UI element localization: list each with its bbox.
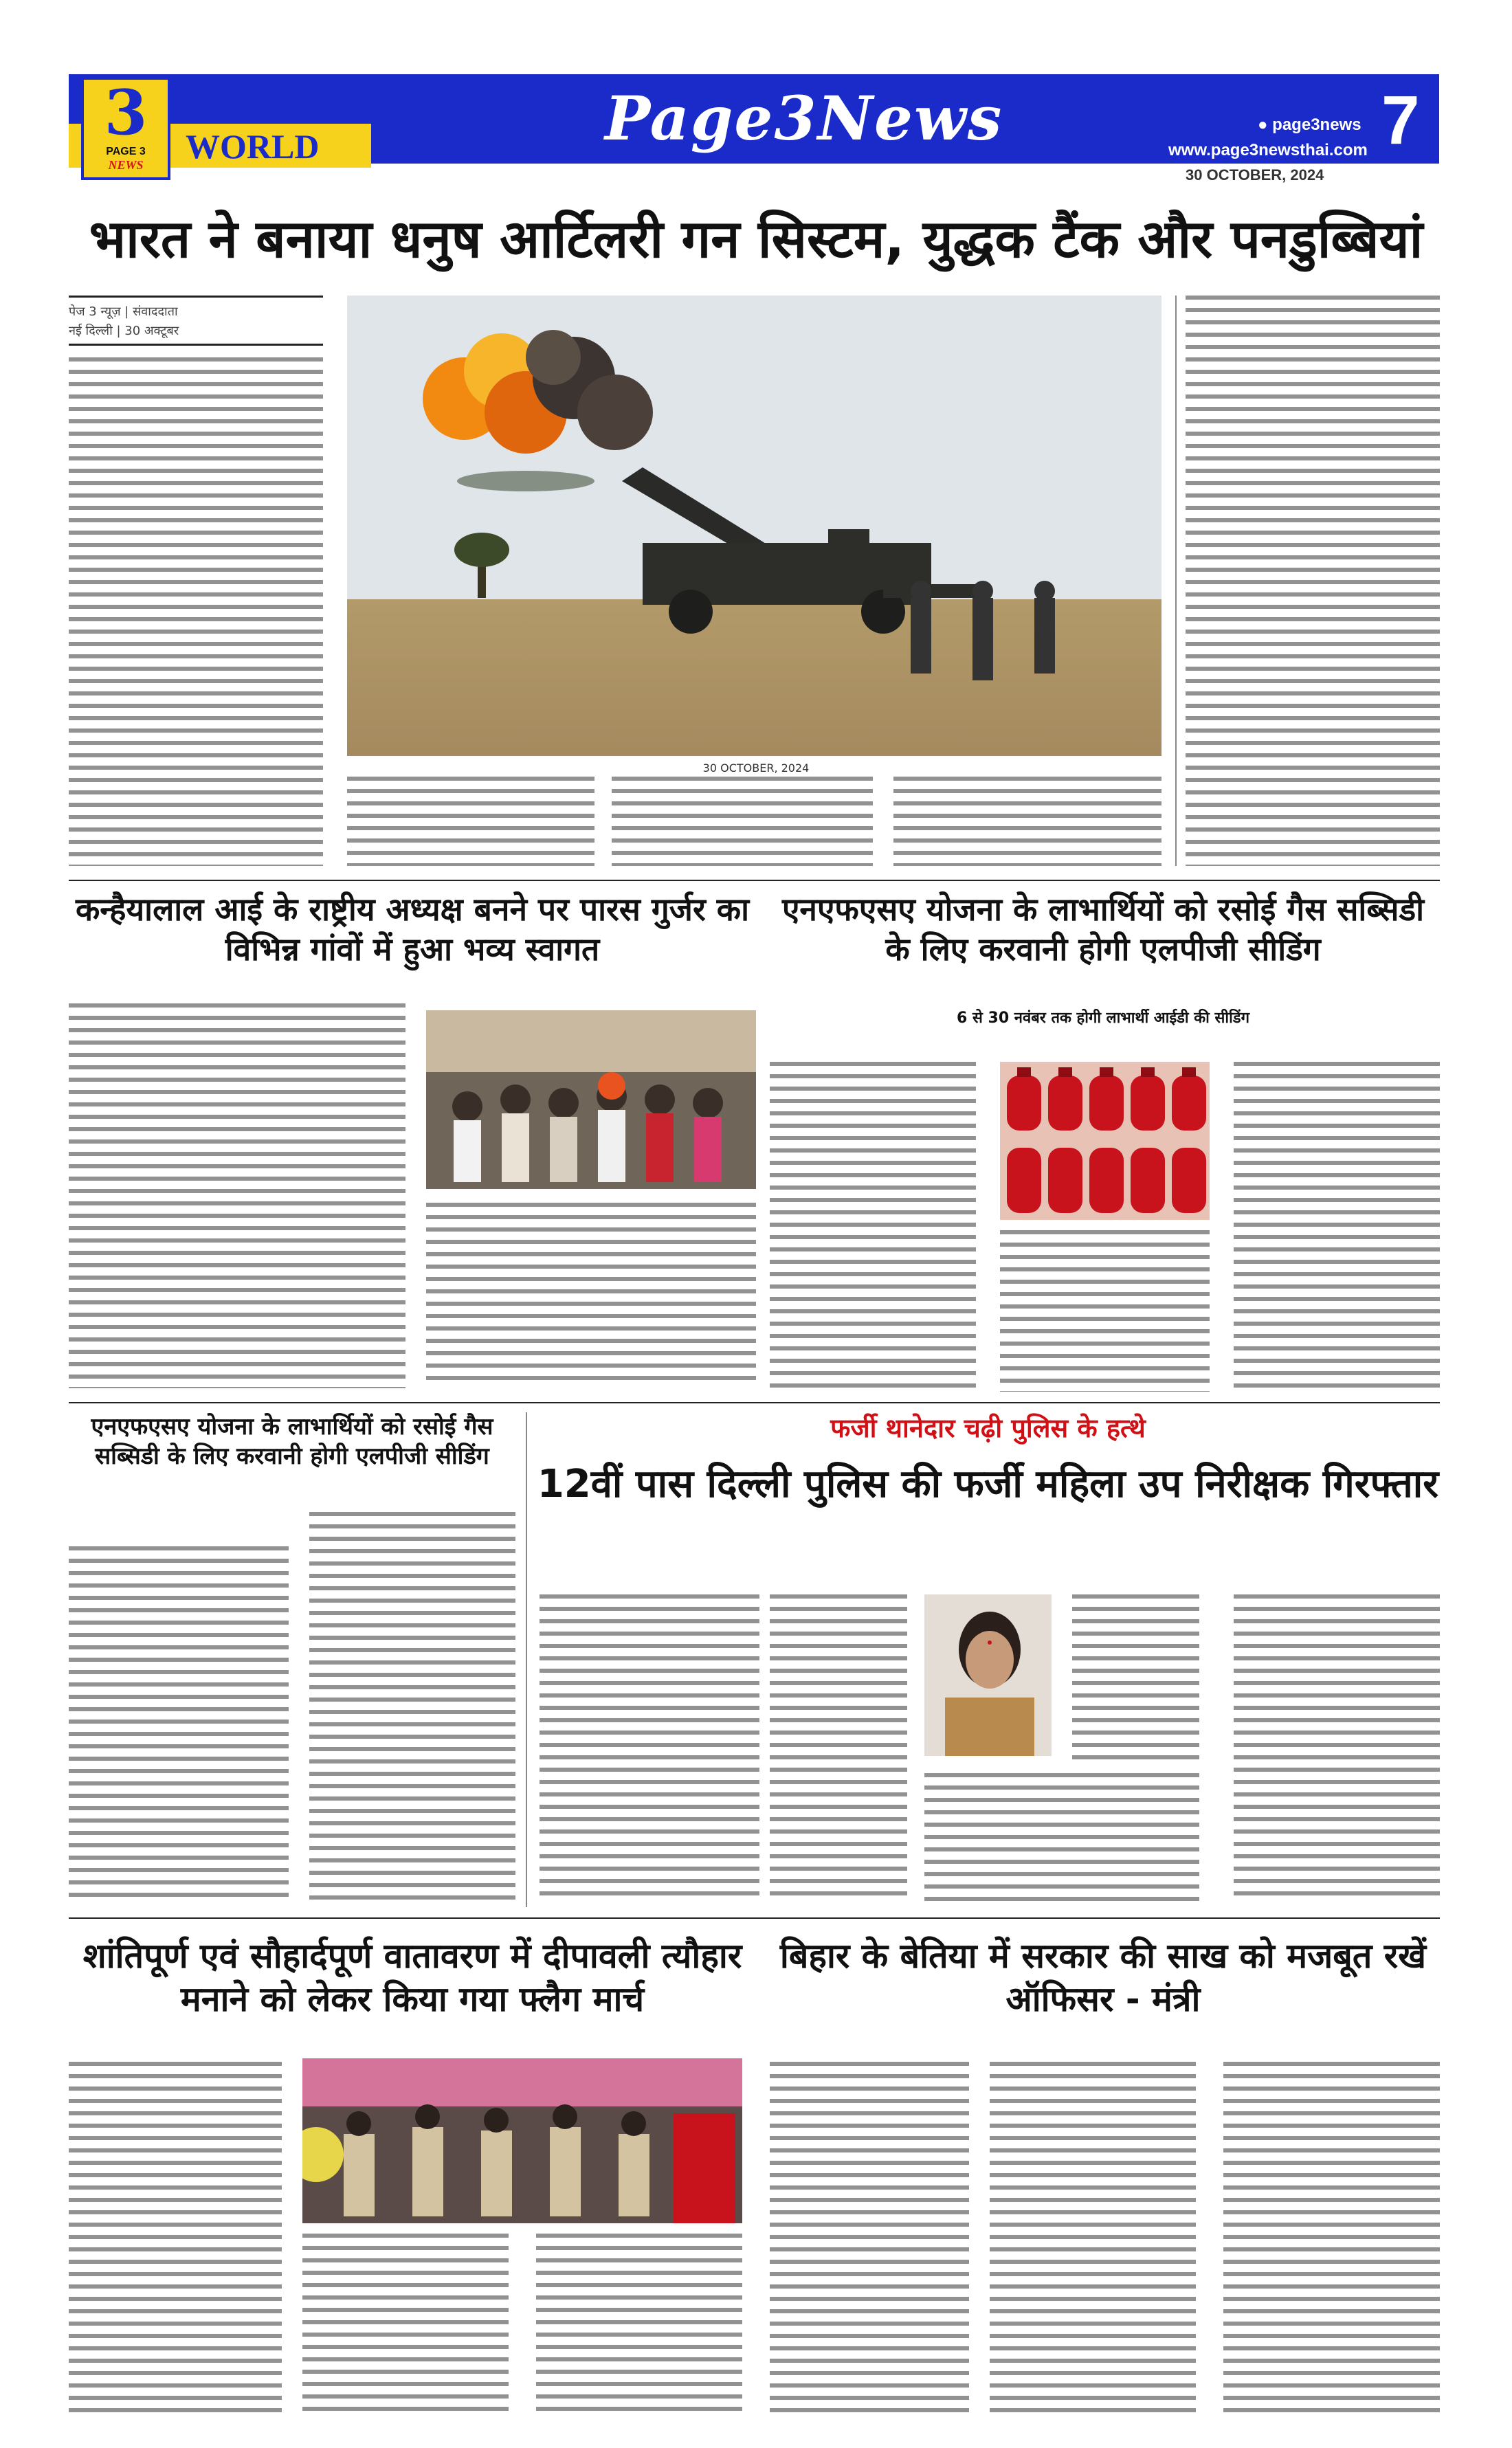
column-divider [1175,296,1177,866]
social-handle[interactable] [1258,115,1361,135]
section-divider [69,880,1440,881]
section-divider [69,1402,1440,1403]
page-number: 7 [1381,82,1420,159]
story4-text-col-1 [69,1546,289,1904]
dot-icon: ● [1258,115,1273,134]
lpg-cylinders-illustration [1000,1062,1210,1220]
column-divider [526,1412,527,1907]
lead-byline [69,302,330,341]
lead-text-col-1 [69,357,323,866]
lead-photo-date: 30 OCTOBER, 2024 [702,761,810,775]
story4-headline: एनएफएसए योजना के लाभार्थियों को रसोई गैस सब्सिडी के लिए करवानी होगी एलपीजी सीडिंग [91,1413,493,1470]
story6-headline: शांतिपूर्ण एवं सौहार्दपूर्ण वातावरण में दीपावली त्यौहार मनाने को लेकर किया गया फ्लैग मार्च [82,1936,742,2019]
story7-text-col-2 [990,2062,1196,2419]
brand-title: Page3News [605,82,1003,154]
story3-text-col-3 [1234,1062,1440,1392]
lead-text-col-5 [1186,296,1440,866]
lead-photo [347,296,1161,756]
lead-headline: भारत ने बनाया धनुष आर्टिलरी गन सिस्टम, युद्धक टैंक और पनडुब्बियां [89,208,1423,269]
divider [69,296,323,298]
story3-subhead: 6 से 30 नवंबर तक होगी लाभार्थी आईडी की सीडिंग [957,1010,1249,1027]
story3-photo [1000,1062,1210,1220]
lead-text-col-3 [612,777,873,866]
story7-text-col-1 [770,2062,969,2419]
story6-text-col-1 [69,2062,282,2419]
artillery-illustration [347,296,1161,756]
story5-kicker: फर्जी थानेदार चढ़ी पुलिस के हत्थे [830,1413,1146,1443]
story7-text-col-3 [1223,2062,1440,2419]
felicitation-illustration [426,1010,756,1189]
handle-text: page3news [1272,115,1361,134]
story3-text-col-2 [1000,1230,1210,1392]
lead-text-col-2 [347,777,594,866]
story2-text-col-1 [69,1003,405,1388]
logo-text: PAGE 3 [106,146,146,157]
story2-headline: कन्हैयालाल आई के राष्ट्रीय अध्यक्ष बनने पर पारस गुर्जर का विभिन्न गांवों में हुआ भव्य स्वागत [75,891,750,968]
story2-photo [426,1010,756,1189]
story5-text-col-4 [1072,1594,1199,1759]
story5-photo [924,1594,1052,1756]
story7-headline: बिहार के बेतिया में सरकार की साख को मजबूत रखें ऑफिसर - मंत्री [779,1936,1427,2019]
lead-byline-1: पेज 3 न्यूज़ | संवाददाता [69,304,178,319]
story5-text-col-2 [770,1594,907,1904]
logo-news: NEWS [108,158,144,172]
story2-text-col-2 [426,1203,756,1388]
story5-text-col-5 [1234,1594,1440,1904]
issue-date: 30 OCTOBER, 2024 [1186,166,1324,183]
officer-portrait [924,1594,1052,1756]
lead-byline-2: नई दिल्ली | 30 अक्टूबर [69,324,179,338]
page3-logo[interactable] [81,77,170,180]
story4-text-col-2 [309,1512,515,1904]
story5-headline: 12वीं पास दिल्ली पुलिस की फर्जी महिला उप निरीक्षक गिरफ्तार [537,1462,1439,1506]
story6-text-col-3 [536,2234,742,2419]
story3-headline: एनएफएसए योजना के लाभार्थियों को रसोई गैस सब्सिडी के लिए करवानी होगी एलपीजी सीडिंग [781,891,1425,968]
story3-text-col-1 [770,1062,976,1392]
logo-number: 3 [104,76,148,149]
flag-march-illustration [302,2058,742,2223]
website-link[interactable]: www.page3newsthai.com [1168,141,1368,159]
lead-text-col-4 [893,777,1161,866]
story5-text-col-1 [540,1594,759,1904]
divider [69,344,323,346]
story6-photo [302,2058,742,2223]
story6-text-col-2 [302,2234,509,2419]
story5-text-col-3 [924,1773,1199,1904]
section-label: WORLD [186,127,320,166]
section-divider [69,1917,1440,1919]
